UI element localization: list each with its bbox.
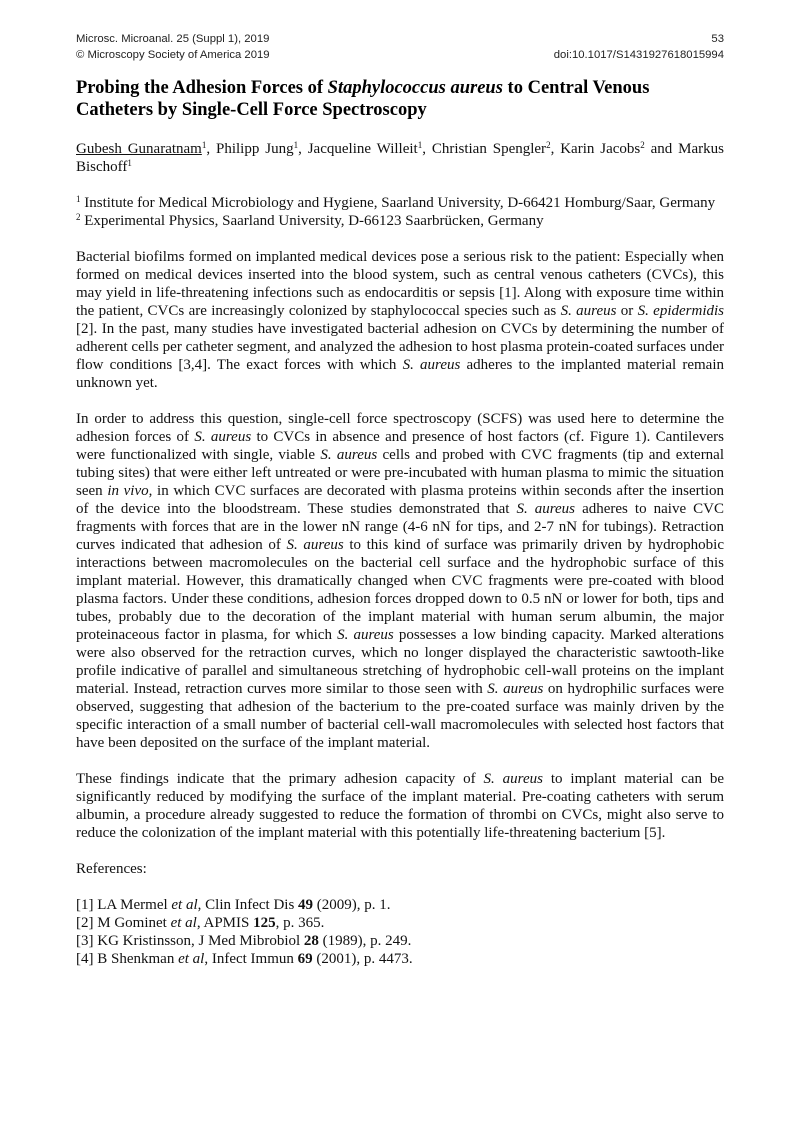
journal-citation: Microsc. Microanal. 25 (Suppl 1), 2019 xyxy=(76,33,270,45)
title-part-1: Probing the Adhesion Forces of xyxy=(76,78,328,98)
references-heading: References: xyxy=(76,861,147,877)
text-run: possesses a low binding capacity. Marked alterations were also observed for the retraction curves, which no longer displayed the characteristic sawtooth-like profile indicative of parallel and simultaneous stretching of hydrophobic cell-wall proteins on the implant material. Instead, retraction curves more similar to those seen with xyxy=(76,627,724,697)
text-run: In order to address this question, single-cell force spectroscopy (SCFS) was used here to determine the adhesion forces of xyxy=(76,411,724,445)
text-run: [2]. In the past, many studies have investigated bacterial adhesion on CVCs by determining the number of adherent cells per catheter segment, and analyzed the adhesion to host plasma protein-coated surfaces under flow conditions [3,4]. The exact forces with which xyxy=(76,321,724,373)
italic-text: et al xyxy=(170,915,197,931)
italic-text: S. aureus xyxy=(402,357,461,373)
text-run: , APMIS xyxy=(196,915,254,931)
text-run: , Infect Immun xyxy=(204,951,298,967)
italic-text: S. aureus xyxy=(483,771,543,787)
affiliation-list xyxy=(76,194,724,230)
abstract-body xyxy=(76,248,724,842)
author-separator: , xyxy=(550,141,561,157)
italic-text: et al xyxy=(178,951,205,967)
author-name: Jacqueline Willeit xyxy=(307,141,418,157)
doi: doi:10.1017/S1431927618015994 xyxy=(553,49,724,61)
reference-item xyxy=(76,932,724,950)
running-header-row-2 xyxy=(76,47,724,63)
text-run: or xyxy=(616,303,638,319)
affiliation-text: Experimental Physics, Saarland University, D-66123 Saarbrücken, Germany xyxy=(80,213,544,229)
text-run: (2001), p. 4473. xyxy=(312,951,413,967)
text-run: to this kind of surface was primarily driven by hydrophobic interactions between macromolecules on the bacterial cell surface and the hydrophobic surface of this implant material. However, this dramatically changed when CVC fragments were pre-coated with blood plasma factors. Under these conditions, adhesion forces dropped down to 0.5 nN or lower for both, tips and tubes, probably due to the decoration of the implant material with human serum albumin, the major proteinaceous factor in plasma, for which xyxy=(76,537,725,643)
presenting-author: Gubesh Gunaratnam xyxy=(76,141,202,157)
text-run: cells and probed with CVC fragments (tip and external tubing sites) that were either left untreated or were pre-incubated with human plasma to mimic the situation seen xyxy=(76,447,725,499)
affiliation xyxy=(76,212,724,230)
author-name: Markus Bischoff xyxy=(76,141,724,175)
author-separator: and xyxy=(644,141,679,157)
italic-text: S. aureus xyxy=(320,447,378,463)
text-run: to implant material can be significantly reduced by modifying the surface of the implant material. Pre-coating catheters with serum albumin, a procedure already suggested to reduce the formation of thrombi on CVCs, might also serve to reduce the colonization of the implant material with this potentially life-threatening bacterium [5]. xyxy=(76,771,724,841)
body-paragraph xyxy=(76,248,724,392)
author-separator: , xyxy=(206,141,216,157)
text-run: These findings indicate that the primary adhesion capacity of xyxy=(76,771,484,787)
italic-text: S. aureus xyxy=(337,627,394,643)
page-number: 53 xyxy=(711,33,724,45)
italic-text: in vivo xyxy=(107,483,149,499)
italic-text: S. aureus xyxy=(516,501,576,517)
body-paragraph xyxy=(76,410,724,752)
text-run: [3] KG Kristinsson, J Med Mibrobiol xyxy=(76,933,304,949)
text-run: to CVCs in absence and presence of host factors (cf. Figure 1). Cantilevers were functionalized with single, viable xyxy=(76,429,724,463)
copyright-notice: © Microscopy Society of America 2019 xyxy=(76,49,270,61)
text-run: (1989), p. 249. xyxy=(318,933,412,949)
text-run: adheres to the implanted material remain unknown yet. xyxy=(76,357,724,391)
affiliation-number: 2 xyxy=(76,212,81,222)
bold-text: 125 xyxy=(253,915,276,931)
affiliation xyxy=(76,194,724,212)
italic-text: S. aureus xyxy=(194,429,252,445)
paper-title xyxy=(76,77,724,121)
text-run: [1] LA Mermel xyxy=(76,897,172,913)
affiliation-number: 1 xyxy=(76,194,81,204)
affiliation-marker: 1 xyxy=(417,140,423,150)
author-list xyxy=(76,140,724,176)
italic-text: S. aureus xyxy=(487,681,544,697)
text-run: on hydrophilic surfaces were observed, suggesting that adhesion of the bacterium to the pre-coated surface was mainly driven by the specific interaction of a small number of bacterial cell-wall macromolecules with selected host factors that have been deposited on the surface of the implant material. xyxy=(76,681,725,751)
author-name: Philipp Jung xyxy=(216,141,294,157)
affiliation-marker: 1 xyxy=(293,140,299,150)
reference-item xyxy=(76,914,724,932)
paper-page xyxy=(76,31,724,968)
text-run: Bacterial biofilms formed on implanted medical devices pose a serious risk to the patient: Especially when formed on medical devices inserted into the blood system, such as central venous catheters (CVCs), this may yield in life-threatening infections such as endocarditis or sepsis [1]. Along with exposure time within the patient, CVCs are increasingly colonized by staphylococcal species such as xyxy=(76,249,724,319)
running-header-row-1 xyxy=(76,31,724,47)
italic-text: S. aureus xyxy=(286,537,344,553)
text-run: , in which CVC surfaces are decorated with plasma proteins within seconds after the insertion of the device into the bloodstream. These studies demonstrated that xyxy=(76,483,725,517)
affiliation-marker: 2 xyxy=(640,140,645,150)
reference-list xyxy=(76,896,724,968)
bold-text: 69 xyxy=(297,951,313,967)
affiliation-marker: 1 xyxy=(127,158,132,168)
italic-text: S. epidermidis xyxy=(637,303,724,319)
text-run: [2] M Gominet xyxy=(76,915,171,931)
title-part-2: to Central Venous Catheters by Single-Cell Force Spectroscopy xyxy=(76,78,650,120)
author-name: Christian Spengler xyxy=(431,141,547,157)
italic-text: et al xyxy=(171,897,198,913)
bold-text: 49 xyxy=(298,897,314,913)
text-run: , p. 365. xyxy=(275,915,325,931)
text-run: , Clin Infect Dis xyxy=(197,897,299,913)
text-run: (2009), p. 1. xyxy=(313,897,391,913)
text-run: adheres to naive CVC fragments with forces that are in the lower nN range (4-6 nN for tips, and 2-7 nN for tubings). Retraction curves indicated that adhesion of xyxy=(76,501,724,553)
title-species: Staphylococcus aureus xyxy=(327,78,503,98)
reference-item xyxy=(76,950,724,968)
author-separator: , xyxy=(422,141,432,157)
affiliation-marker: 1 xyxy=(201,140,207,150)
italic-text: S. aureus xyxy=(560,303,617,319)
body-paragraph xyxy=(76,770,724,842)
author-name: Karin Jacobs xyxy=(560,141,641,157)
author-separator: , xyxy=(298,141,308,157)
affiliation-text: Institute for Medical Microbiology and Hygiene, Saarland University, D-66421 Homburg/Saar, Germany xyxy=(80,195,716,211)
bold-text: 28 xyxy=(303,933,319,949)
text-run: [4] B Shenkman xyxy=(76,951,179,967)
affiliation-marker: 2 xyxy=(546,140,551,150)
reference-item xyxy=(76,896,724,914)
